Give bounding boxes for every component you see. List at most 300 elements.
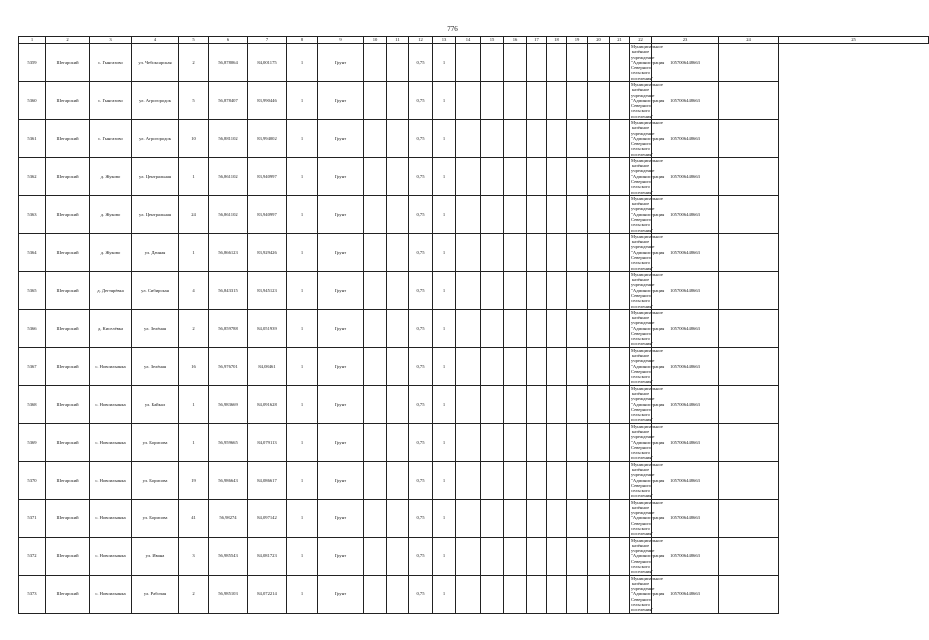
owner-line: учреждение xyxy=(631,282,655,288)
owner-line: учреждение xyxy=(631,358,655,364)
column-header: 2 xyxy=(46,37,90,44)
cell-empty xyxy=(527,575,547,613)
column-header: 21 xyxy=(610,37,630,44)
cell-surface: Грунт xyxy=(318,119,364,157)
cell-empty xyxy=(719,195,779,233)
cell-count: 1 xyxy=(287,575,318,613)
owner-line: сельского поселения" xyxy=(631,450,654,461)
owner-line: Муниципальное казённое xyxy=(631,81,663,93)
cell-house: 16 xyxy=(179,347,209,385)
cell-id: 5360 xyxy=(19,81,46,119)
cell-owner xyxy=(630,119,665,157)
cell-empty xyxy=(527,347,547,385)
column-header: 13 xyxy=(433,37,456,44)
cell-empty xyxy=(504,499,527,537)
cell-empty xyxy=(547,575,567,613)
cell-empty xyxy=(567,385,588,423)
owner-line: "Администрация Северного xyxy=(631,97,665,109)
cell-area: 0,75 xyxy=(409,423,433,461)
cell-empty xyxy=(547,499,567,537)
registry-table xyxy=(18,36,929,614)
owner-line: Муниципальное казённое xyxy=(631,347,663,359)
cell-id: 5371 xyxy=(19,499,46,537)
cell-empty xyxy=(719,309,779,347)
cell-district: Шегарский xyxy=(46,537,90,575)
cell-id: 5368 xyxy=(19,385,46,423)
cell-empty xyxy=(481,575,504,613)
cell-owner xyxy=(630,44,665,82)
cell-district: Шегарский xyxy=(46,271,90,309)
cell-longitude: 84,086617 xyxy=(248,461,287,499)
cell-count: 1 xyxy=(287,423,318,461)
cell-bins: 1 xyxy=(433,81,456,119)
cell-empty xyxy=(481,81,504,119)
cell-surface: Грунт xyxy=(318,157,364,195)
cell-empty xyxy=(588,575,610,613)
column-header: 6 xyxy=(209,37,248,44)
cell-empty xyxy=(547,309,567,347)
cell-empty xyxy=(527,461,547,499)
cell-id: 5363 xyxy=(19,195,46,233)
cell-empty xyxy=(364,119,387,157)
cell-empty xyxy=(504,233,527,271)
cell-area: 0,75 xyxy=(409,44,433,82)
cell-bins: 1 xyxy=(433,461,456,499)
cell-latitude: 56,861102 xyxy=(209,195,248,233)
cell-empty xyxy=(456,195,481,233)
table-row xyxy=(19,233,929,271)
cell-bins: 1 xyxy=(433,347,456,385)
cell-empty xyxy=(567,157,588,195)
cell-empty xyxy=(547,119,567,157)
cell-area: 0,75 xyxy=(409,385,433,423)
cell-id: 5364 xyxy=(19,233,46,271)
cell-empty xyxy=(610,271,630,309)
table-row xyxy=(19,119,929,157)
cell-surface: Грунт xyxy=(318,309,364,347)
cell-id: 5367 xyxy=(19,347,46,385)
cell-empty xyxy=(456,81,481,119)
cell-ogrn: 1057006448663 xyxy=(652,195,719,233)
cell-empty xyxy=(387,423,409,461)
cell-empty xyxy=(547,385,567,423)
cell-empty xyxy=(567,499,588,537)
cell-owner xyxy=(630,537,665,575)
cell-empty xyxy=(387,499,409,537)
cell-empty xyxy=(504,385,527,423)
cell-empty xyxy=(610,119,630,157)
cell-district: Шегарский xyxy=(46,119,90,157)
cell-empty xyxy=(527,119,547,157)
cell-surface: Грунт xyxy=(318,575,364,613)
table-row xyxy=(19,461,929,499)
column-header: 15 xyxy=(481,37,504,44)
cell-house: 1 xyxy=(179,233,209,271)
cell-empty xyxy=(610,575,630,613)
cell-empty xyxy=(387,537,409,575)
cell-empty xyxy=(456,347,481,385)
owner-line: Муниципальное казённое xyxy=(631,575,663,586)
cell-ogrn: 1057006448663 xyxy=(652,157,719,195)
cell-count: 1 xyxy=(287,499,318,537)
cell-empty xyxy=(610,81,630,119)
cell-bins: 1 xyxy=(433,423,456,461)
cell-owner xyxy=(630,81,665,119)
cell-empty xyxy=(481,44,504,82)
cell-empty xyxy=(387,575,409,613)
cell-house: 5 xyxy=(179,81,209,119)
cell-empty xyxy=(387,271,409,309)
owner-line: сельского поселения" xyxy=(631,146,654,157)
column-header: 20 xyxy=(588,37,610,44)
cell-settlement: с. Новоильинка xyxy=(90,423,132,461)
owner-line: учреждение xyxy=(631,548,655,554)
owner-line: "Администрация Северного xyxy=(631,553,665,564)
cell-empty xyxy=(610,233,630,271)
cell-area: 0,75 xyxy=(409,499,433,537)
cell-district: Шегарский xyxy=(46,461,90,499)
cell-empty xyxy=(504,461,527,499)
cell-empty xyxy=(719,157,779,195)
cell-count: 1 xyxy=(287,309,318,347)
table-row xyxy=(19,537,929,575)
cell-house: 2 xyxy=(179,575,209,613)
cell-empty xyxy=(504,309,527,347)
cell-count: 1 xyxy=(287,157,318,195)
cell-ogrn: 1057006448663 xyxy=(652,575,719,613)
cell-longitude: 84,091628 xyxy=(248,385,287,423)
cell-street: ул. Зелёная xyxy=(132,347,179,385)
cell-empty xyxy=(481,461,504,499)
cell-settlement: д. Жуково xyxy=(90,157,132,195)
cell-latitude: 56,98274 xyxy=(209,499,248,537)
cell-empty xyxy=(588,537,610,575)
owner-line: Муниципальное казённое xyxy=(631,537,663,548)
cell-longitude: 84,081723 xyxy=(248,537,287,575)
column-header: 3 xyxy=(90,37,132,44)
owner-line: "Администрация Северного xyxy=(631,363,665,374)
column-header: 14 xyxy=(456,37,481,44)
cell-count: 1 xyxy=(287,44,318,82)
cell-owner xyxy=(630,309,665,347)
owner-line: "Администрация Северного xyxy=(631,401,665,412)
cell-count: 1 xyxy=(287,119,318,157)
owner-line: сельского поселения" xyxy=(631,260,654,271)
cell-empty xyxy=(719,385,779,423)
cell-empty xyxy=(719,81,779,119)
cell-id: 5373 xyxy=(19,575,46,613)
cell-id: 5372 xyxy=(19,537,46,575)
cell-area: 0,75 xyxy=(409,537,433,575)
cell-count: 1 xyxy=(287,233,318,271)
owner-line: учреждение xyxy=(631,434,655,440)
page-number: 776 xyxy=(447,25,458,33)
cell-empty xyxy=(547,233,567,271)
cell-surface: Грунт xyxy=(318,537,364,575)
cell-surface: Грунт xyxy=(318,499,364,537)
cell-empty xyxy=(547,44,567,82)
cell-empty xyxy=(504,44,527,82)
cell-bins: 1 xyxy=(433,233,456,271)
cell-bins: 1 xyxy=(433,537,456,575)
cell-longitude: 84,051939 xyxy=(248,309,287,347)
cell-empty xyxy=(364,233,387,271)
cell-house: 1 xyxy=(179,157,209,195)
cell-empty xyxy=(567,575,588,613)
cell-empty xyxy=(588,81,610,119)
cell-latitude: 56,985103 xyxy=(209,575,248,613)
cell-empty xyxy=(588,44,610,82)
cell-district: Шегарский xyxy=(46,233,90,271)
cell-empty xyxy=(567,195,588,233)
owner-line: сельского поселения" xyxy=(631,184,654,195)
column-header: 16 xyxy=(504,37,527,44)
cell-empty xyxy=(610,157,630,195)
owner-line: учреждение xyxy=(631,92,655,98)
column-header: 17 xyxy=(527,37,547,44)
owner-line: сельского поселения" xyxy=(631,564,654,575)
column-header: 10 xyxy=(364,37,387,44)
column-number-row xyxy=(19,37,929,44)
cell-district: Шегарский xyxy=(46,575,90,613)
cell-empty xyxy=(588,309,610,347)
owner-line: Муниципальное казённое xyxy=(631,119,663,131)
cell-settlement: с. Гынгазово xyxy=(90,44,132,82)
cell-street: ул. Дачная xyxy=(132,233,179,271)
cell-empty xyxy=(504,347,527,385)
cell-house: 19 xyxy=(179,461,209,499)
cell-owner xyxy=(630,575,665,613)
owner-line: "Администрация Северного xyxy=(631,59,665,71)
cell-empty xyxy=(719,347,779,385)
cell-area: 0,75 xyxy=(409,347,433,385)
cell-ogrn: 1057006448663 xyxy=(652,461,719,499)
cell-id: 5362 xyxy=(19,157,46,195)
cell-bins: 1 xyxy=(433,499,456,537)
owner-line: Муниципальное казённое xyxy=(631,423,663,434)
cell-latitude: 56,859788 xyxy=(209,309,248,347)
cell-latitude: 56,985543 xyxy=(209,537,248,575)
column-header: 25 xyxy=(779,37,929,44)
cell-empty xyxy=(504,119,527,157)
owner-line: сельского поселения" xyxy=(631,374,654,385)
cell-empty xyxy=(719,44,779,82)
cell-surface: Грунт xyxy=(318,385,364,423)
cell-surface: Грунт xyxy=(318,233,364,271)
cell-empty xyxy=(719,423,779,461)
cell-empty xyxy=(387,157,409,195)
owner-line: Муниципальное казённое xyxy=(631,233,663,245)
cell-id: 5365 xyxy=(19,271,46,309)
cell-empty xyxy=(567,347,588,385)
cell-empty xyxy=(547,423,567,461)
cell-ogrn: 1057006448663 xyxy=(652,537,719,575)
cell-empty xyxy=(610,499,630,537)
cell-id: 5359 xyxy=(19,44,46,82)
cell-empty xyxy=(547,347,567,385)
cell-empty xyxy=(610,537,630,575)
table-row xyxy=(19,195,929,233)
cell-longitude: 83,945123 xyxy=(248,271,287,309)
cell-empty xyxy=(567,461,588,499)
cell-empty xyxy=(504,575,527,613)
owner-line: "Администрация Северного xyxy=(631,287,665,298)
cell-empty xyxy=(456,461,481,499)
cell-empty xyxy=(456,157,481,195)
table-row xyxy=(19,309,929,347)
cell-street: ул. Борисова xyxy=(132,423,179,461)
cell-empty xyxy=(588,499,610,537)
cell-empty xyxy=(364,157,387,195)
cell-settlement: д. Киселёвка xyxy=(90,309,132,347)
cell-empty xyxy=(364,499,387,537)
cell-street: ул. Борисова xyxy=(132,499,179,537)
cell-empty xyxy=(547,537,567,575)
cell-empty xyxy=(364,575,387,613)
column-header: 23 xyxy=(652,37,719,44)
cell-longitude: 83,940997 xyxy=(248,195,287,233)
cell-count: 1 xyxy=(287,271,318,309)
cell-house: 41 xyxy=(179,499,209,537)
cell-empty xyxy=(567,271,588,309)
cell-empty xyxy=(481,423,504,461)
owner-line: Муниципальное казённое xyxy=(631,385,663,396)
cell-empty xyxy=(588,385,610,423)
column-header: 12 xyxy=(409,37,433,44)
cell-settlement: д. Жуково xyxy=(90,195,132,233)
cell-empty xyxy=(610,385,630,423)
cell-street: ул. Зелёная xyxy=(132,309,179,347)
owner-line: "Администрация Северного xyxy=(631,439,665,450)
cell-bins: 1 xyxy=(433,385,456,423)
owner-line: Муниципальное казённое xyxy=(631,461,663,472)
cell-empty xyxy=(719,499,779,537)
cell-empty xyxy=(387,233,409,271)
cell-empty xyxy=(567,309,588,347)
cell-latitude: 56,976701 xyxy=(209,347,248,385)
cell-ogrn: 1057006448663 xyxy=(652,347,719,385)
cell-empty xyxy=(364,461,387,499)
column-header: 11 xyxy=(387,37,409,44)
cell-district: Шегарский xyxy=(46,423,90,461)
cell-street: ул. Рабочая xyxy=(132,575,179,613)
cell-settlement: с. Новоильинка xyxy=(90,537,132,575)
cell-settlement: с. Новоильинка xyxy=(90,347,132,385)
cell-area: 0,75 xyxy=(409,309,433,347)
cell-district: Шегарский xyxy=(46,309,90,347)
cell-owner xyxy=(630,423,665,461)
cell-area: 0,75 xyxy=(409,461,433,499)
cell-empty xyxy=(588,233,610,271)
cell-id: 5361 xyxy=(19,119,46,157)
cell-empty xyxy=(387,81,409,119)
owner-line: "Администрация Северного xyxy=(631,477,665,488)
cell-empty xyxy=(719,575,779,613)
cell-empty xyxy=(527,44,547,82)
cell-area: 0,75 xyxy=(409,157,433,195)
cell-count: 1 xyxy=(287,385,318,423)
cell-empty xyxy=(588,461,610,499)
cell-house: 1 xyxy=(179,385,209,423)
cell-empty xyxy=(504,157,527,195)
cell-settlement: с. Новоильинка xyxy=(90,385,132,423)
owner-line: Муниципальное казённое xyxy=(631,271,663,283)
cell-empty xyxy=(387,461,409,499)
cell-street: ул. Байкал xyxy=(132,385,179,423)
cell-settlement: с. Гынгазово xyxy=(90,119,132,157)
cell-longitude: 84,097142 xyxy=(248,499,287,537)
column-header: 9 xyxy=(318,37,364,44)
cell-surface: Грунт xyxy=(318,461,364,499)
cell-house: 3 xyxy=(179,537,209,575)
cell-empty xyxy=(504,271,527,309)
table-row xyxy=(19,347,929,385)
cell-empty xyxy=(504,537,527,575)
cell-empty xyxy=(481,385,504,423)
cell-empty xyxy=(527,499,547,537)
cell-empty xyxy=(547,195,567,233)
cell-area: 0,75 xyxy=(409,119,433,157)
cell-surface: Грунт xyxy=(318,195,364,233)
cell-bins: 1 xyxy=(433,44,456,82)
cell-empty xyxy=(504,423,527,461)
cell-latitude: 56,881102 xyxy=(209,119,248,157)
cell-ogrn: 1057006448663 xyxy=(652,271,719,309)
cell-id: 5370 xyxy=(19,461,46,499)
cell-surface: Грунт xyxy=(318,347,364,385)
cell-empty xyxy=(387,385,409,423)
column-header: 5 xyxy=(179,37,209,44)
cell-count: 1 xyxy=(287,195,318,233)
table-row xyxy=(19,81,929,119)
cell-empty xyxy=(456,119,481,157)
cell-empty xyxy=(481,119,504,157)
owner-line: Муниципальное казённое xyxy=(631,499,663,510)
cell-longitude: 84,072214 xyxy=(248,575,287,613)
registry-rows xyxy=(19,44,929,614)
owner-line: учреждение xyxy=(631,586,655,592)
table-row xyxy=(19,271,929,309)
cell-empty xyxy=(387,347,409,385)
cell-empty xyxy=(456,575,481,613)
cell-empty xyxy=(610,461,630,499)
cell-bins: 1 xyxy=(433,309,456,347)
cell-empty xyxy=(567,44,588,82)
cell-ogrn: 1057006448663 xyxy=(652,44,719,82)
cell-longitude: 83,940997 xyxy=(248,157,287,195)
cell-area: 0,75 xyxy=(409,271,433,309)
cell-district: Шегарский xyxy=(46,499,90,537)
cell-house: 4 xyxy=(179,271,209,309)
cell-area: 0,75 xyxy=(409,81,433,119)
cell-street: ул. Борисова xyxy=(132,461,179,499)
owner-line: учреждение xyxy=(631,510,655,516)
column-header: 4 xyxy=(132,37,179,44)
column-header: 1 xyxy=(19,37,46,44)
cell-empty xyxy=(481,537,504,575)
cell-street: ул. Агрогородок xyxy=(132,81,179,119)
cell-empty xyxy=(456,271,481,309)
cell-bins: 1 xyxy=(433,575,456,613)
cell-district: Шегарский xyxy=(46,195,90,233)
cell-owner xyxy=(630,157,665,195)
cell-latitude: 56,878407 xyxy=(209,81,248,119)
cell-empty xyxy=(481,233,504,271)
table-row xyxy=(19,385,929,423)
cell-empty xyxy=(567,233,588,271)
cell-bins: 1 xyxy=(433,119,456,157)
owner-line: "Администрация Северного xyxy=(631,211,665,222)
